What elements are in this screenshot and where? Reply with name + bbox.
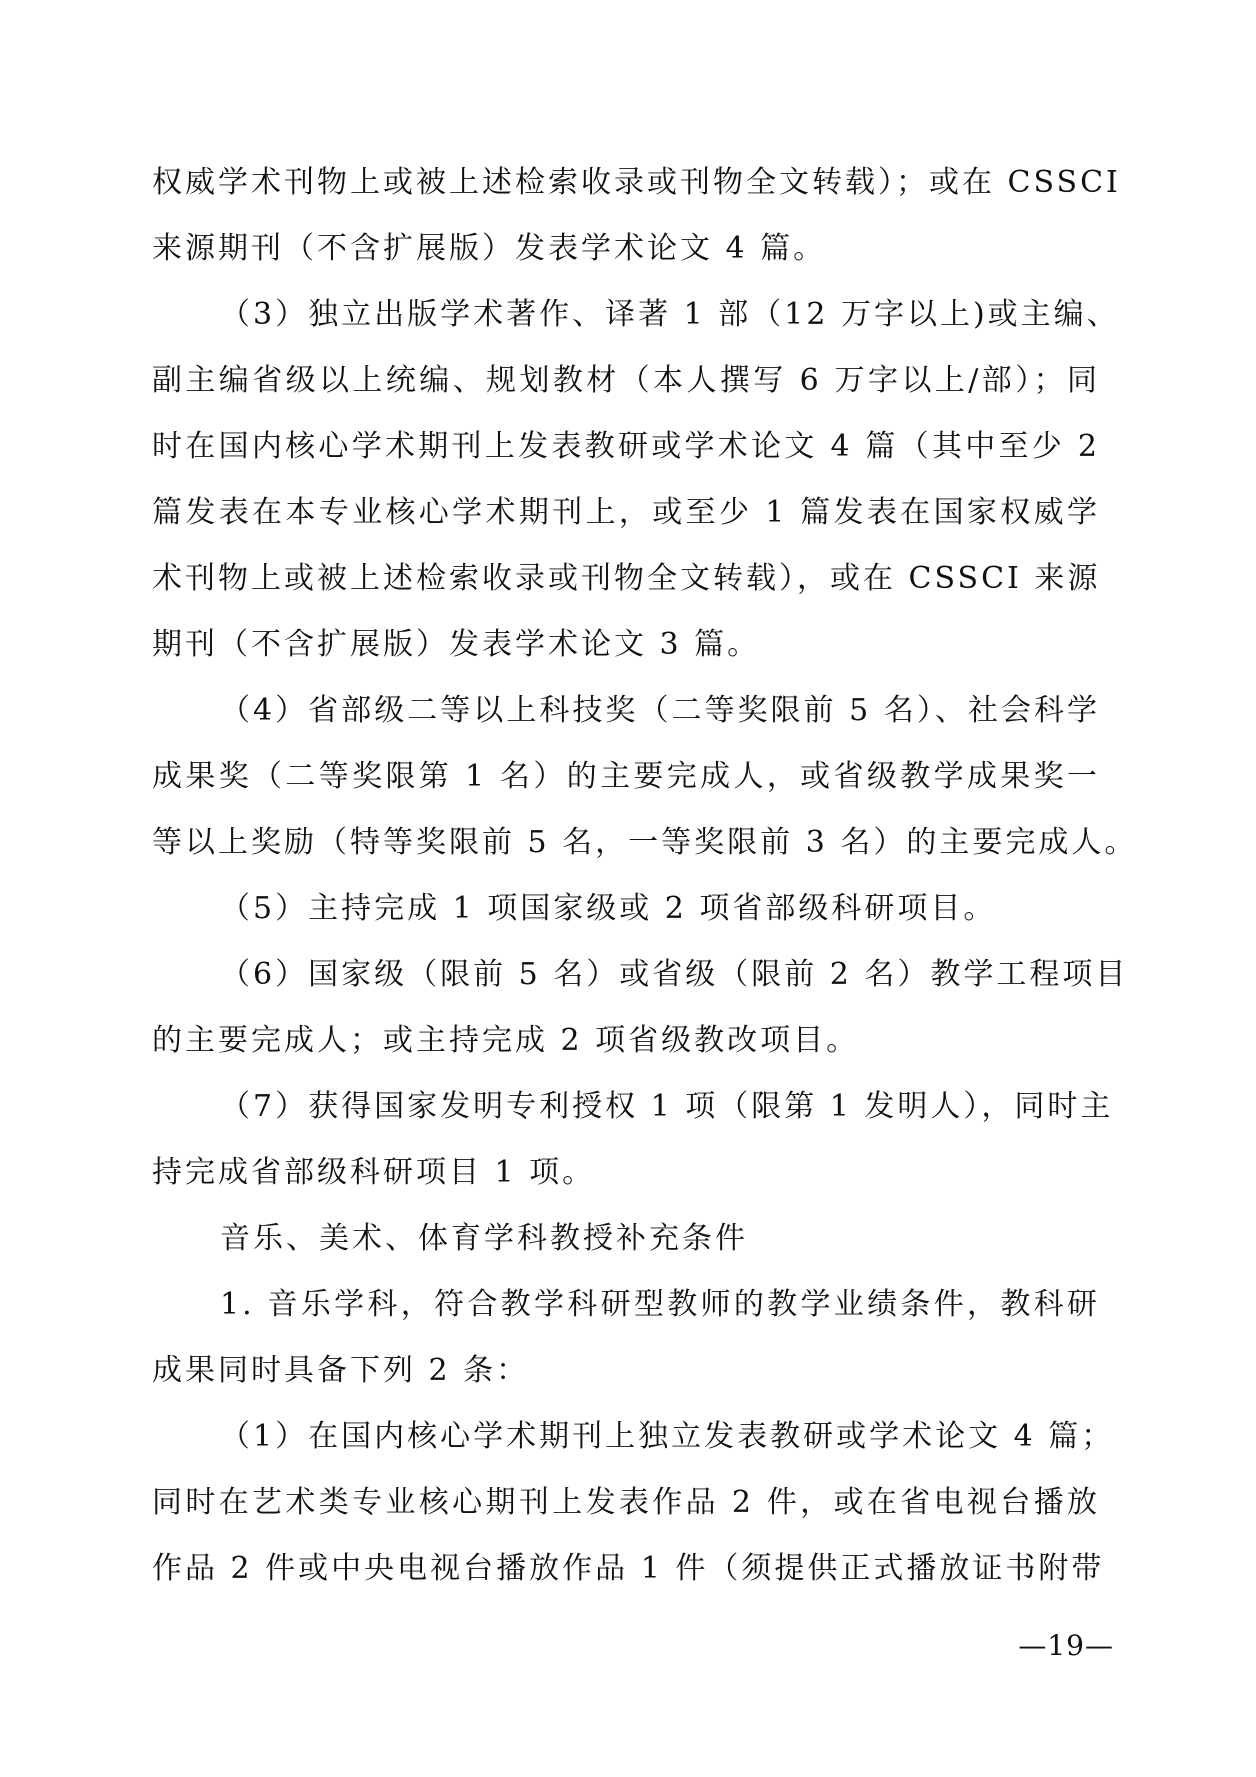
- page-number: —19—: [1018, 1629, 1114, 1662]
- text-line-1: 权威学术刊物上或被上述检索收录或刊物全文转载）；或在 CSSCI: [152, 165, 1121, 200]
- text-line-6: 篇发表在本专业核心学术期刊上，或至少 1 篇发表在国家权威学: [152, 495, 1100, 530]
- text-line-5: 时在国内核心学术期刊上发表教研或学术论文 4 篇（其中至少 2: [152, 429, 1100, 464]
- text-line-10: 成果奖（二等奖限第 1 名）的主要完成人，或省级教学成果奖一: [152, 759, 1100, 794]
- text-line-7: 术刊物上或被上述检索收录或刊物全文转载），或在 CSSCI 来源: [152, 561, 1101, 596]
- body-text: [152, 150, 1138, 1602]
- text-line-14: 的主要完成人；或主持完成 2 项省级教改项目。: [152, 1023, 860, 1058]
- text-line-8: 期刊（不含扩展版）发表学术论文 3 篇。: [152, 627, 761, 662]
- text-line-2: 来源期刊（不含扩展版）发表学术论文 4 篇。: [152, 231, 827, 266]
- text-line-19: 成果同时具备下列 2 条：: [152, 1353, 530, 1388]
- text-line-4: 副主编省级以上统编、规划教材（本人撰写 6 万字以上/部）；同: [152, 363, 1100, 398]
- text-line-13: （6）国家级（限前 5 名）或省级（限前 2 名）教学工程项目: [220, 957, 1129, 992]
- text-line-21: 同时在艺术类专业核心期刊上发表作品 2 件，或在省电视台播放: [152, 1485, 1100, 1520]
- text-line-12: （5）主持完成 1 项国家级或 2 项省部级科研项目。: [220, 891, 997, 926]
- text-line-9: （4）省部级二等以上科技奖（二等奖限前 5 名）、社会科学: [220, 693, 1100, 728]
- section-heading: 音乐、美术、体育学科教授补充条件: [220, 1221, 748, 1256]
- text-line-16: 持完成省部级科研项目 1 项。: [152, 1155, 596, 1190]
- text-line-20: （1）在国内核心学术期刊上独立发表教研或学术论文 4 篇；: [220, 1419, 1115, 1454]
- text-line-18: 1. 音乐学科，符合教学科研型教师的教学业绩条件，教科研: [220, 1287, 1100, 1322]
- text-line-22: 作品 2 件或中央电视台播放作品 1 件（须提供正式播放证书附带: [152, 1551, 1105, 1586]
- text-line-3: （3）独立出版学术著作、译著 1 部（12 万字以上)或主编、: [220, 297, 1120, 332]
- text-line-15: （7）获得国家发明专利授权 1 项（限第 1 发明人），同时主: [220, 1089, 1114, 1124]
- text-line-11: 等以上奖励（特等奖限前 5 名，一等奖限前 3 名）的主要完成人。: [152, 825, 1138, 860]
